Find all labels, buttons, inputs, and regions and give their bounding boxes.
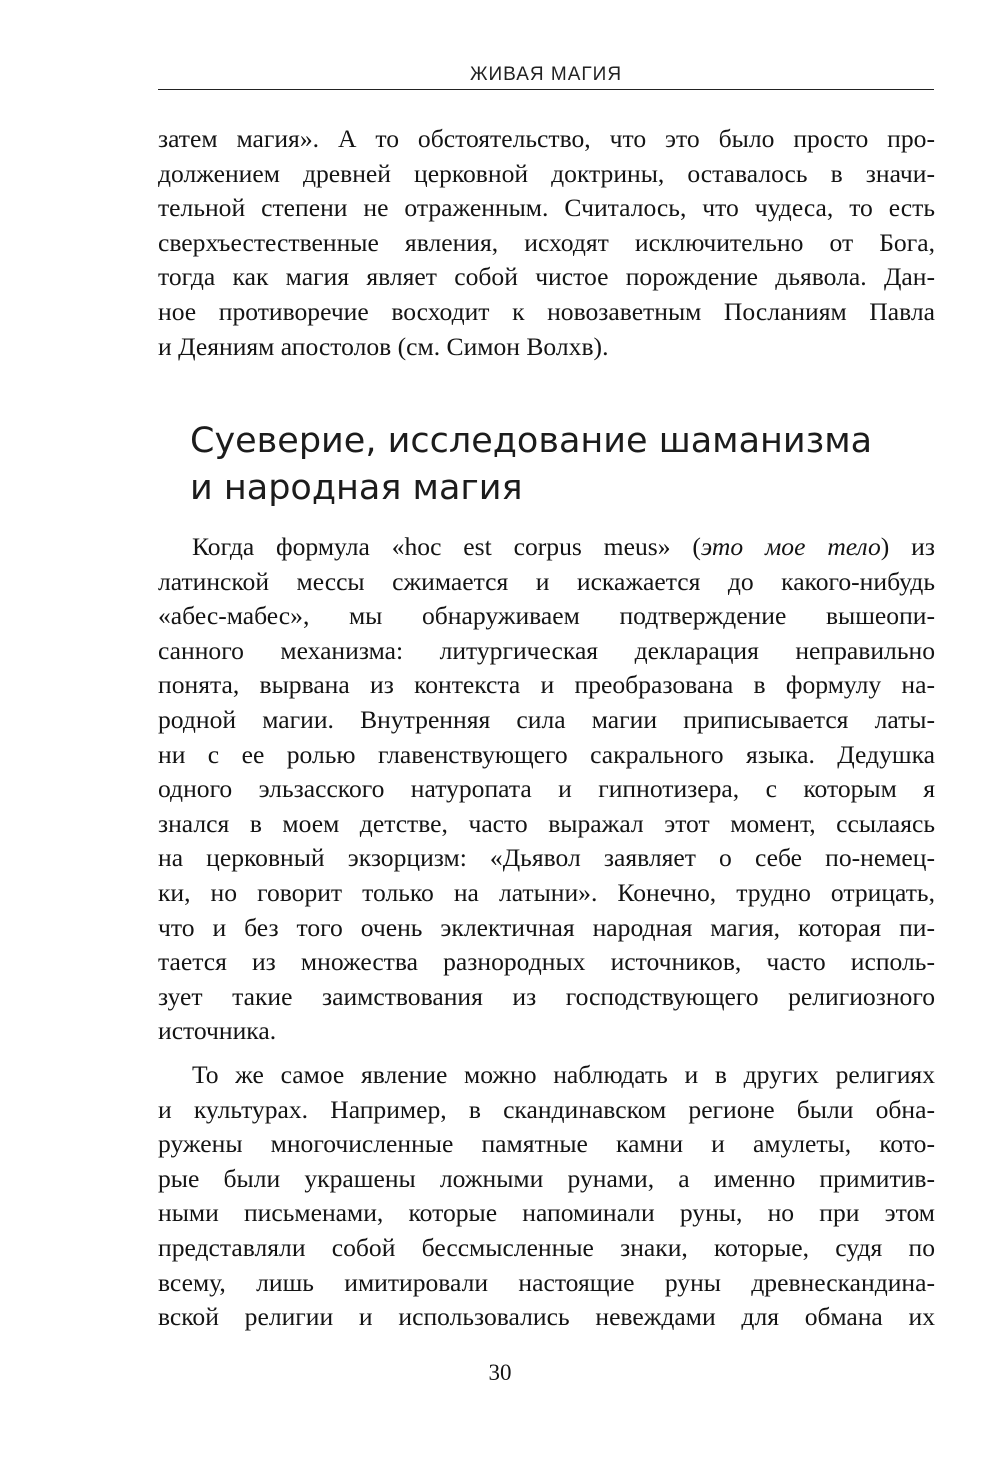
text-line: понята, вырвана из контекста и преобразована в формулу на-	[158, 670, 935, 700]
heading-line: Суеверие, исследование шаманизма	[190, 421, 873, 461]
text-line: одного эльзасского натуропата и гипнотизера, с которым я	[158, 774, 935, 804]
text-line: ными письменами, которые напоминали руны, но при этом	[158, 1198, 935, 1228]
text-line: ружены многочисленные памятные камни и амулеты, кото-	[158, 1129, 935, 1159]
text-line: санного механизма: литургическая декларация неправильно	[158, 635, 935, 665]
text-line: ни с ее ролью главенствующего сакрального языка. Дедушка	[158, 739, 935, 769]
text-line: вской религии и использовались невеждами для обмана их	[158, 1302, 935, 1332]
text-line: рые были украшены ложными рунами, а именно примитив-	[158, 1163, 935, 1193]
text-fragment: ) из	[880, 532, 935, 561]
text-line: тельной степени не отраженным. Считалось, что чудеса, то есть	[158, 193, 935, 223]
page-number: 30	[488, 1360, 512, 1385]
text-line: и Деяниям апостолов (см. Симон Волхв).	[158, 331, 609, 361]
italic-translation: это мое тело	[700, 532, 881, 561]
text-line: родной магии. Внутренняя сила магии приписывается латы-	[158, 704, 935, 734]
text-line: на церковный экзорцизм: «Дьявол заявляет о себе по-немец-	[158, 843, 935, 873]
text-line: «абес-мабес», мы обнаруживаем подтверждение вышеопи-	[158, 601, 935, 631]
text-fragment: Когда формула «hoc est corpus meus» (	[192, 532, 701, 561]
text-line: тогда как магия являет собой чистое порождение дьявола. Дан-	[158, 262, 935, 292]
header-rule	[158, 89, 934, 90]
text-line: зует такие заимствования из господствующего религиозного	[158, 981, 935, 1011]
text-line: знался в моем детстве, часто выражал этот момент, ссылаясь	[158, 808, 935, 838]
text-line: и культурах. Например, в скандинавском регионе были обна-	[158, 1094, 935, 1124]
text-line	[158, 530, 935, 565]
text-line: должением древней церковной доктрины, оставалось в значи-	[158, 158, 935, 188]
text-line: представляли собой бессмысленные знаки, которые, судя по	[158, 1232, 935, 1262]
section-heading	[190, 418, 910, 512]
paragraph-1	[158, 122, 935, 364]
text-line: всему, лишь имитировали настоящие руны древнескандина-	[158, 1267, 935, 1297]
running-header	[158, 56, 934, 96]
text-line: ки, но говорит только на латыни». Конечно, трудно отрицать,	[158, 877, 935, 907]
text-line: что и без того очень эклектичная народная магия, которая пи-	[158, 912, 935, 942]
text-line: затем магия». А то обстоятельство, что это было просто про-	[158, 124, 935, 153]
text-line: источника.	[158, 1016, 277, 1046]
heading-line: и народная магия	[190, 468, 523, 508]
text-line: ное противоречие восходит к новозаветным Посланиям Павла	[158, 296, 935, 326]
running-title: ЖИВАЯ МАГИЯ	[469, 64, 623, 85]
text-line: сверхъестественные явления, исходят исключительно от Бога,	[158, 227, 935, 257]
text-line: То же самое явление можно наблюдать и в других религиях	[192, 1060, 935, 1089]
text-line: латинской мессы сжимается и искажается до какого-нибудь	[158, 566, 935, 596]
paragraph-3	[158, 1058, 935, 1335]
text-line: тается из множества разнородных источников, часто исполь-	[158, 947, 935, 977]
paragraph-2	[158, 530, 935, 1049]
